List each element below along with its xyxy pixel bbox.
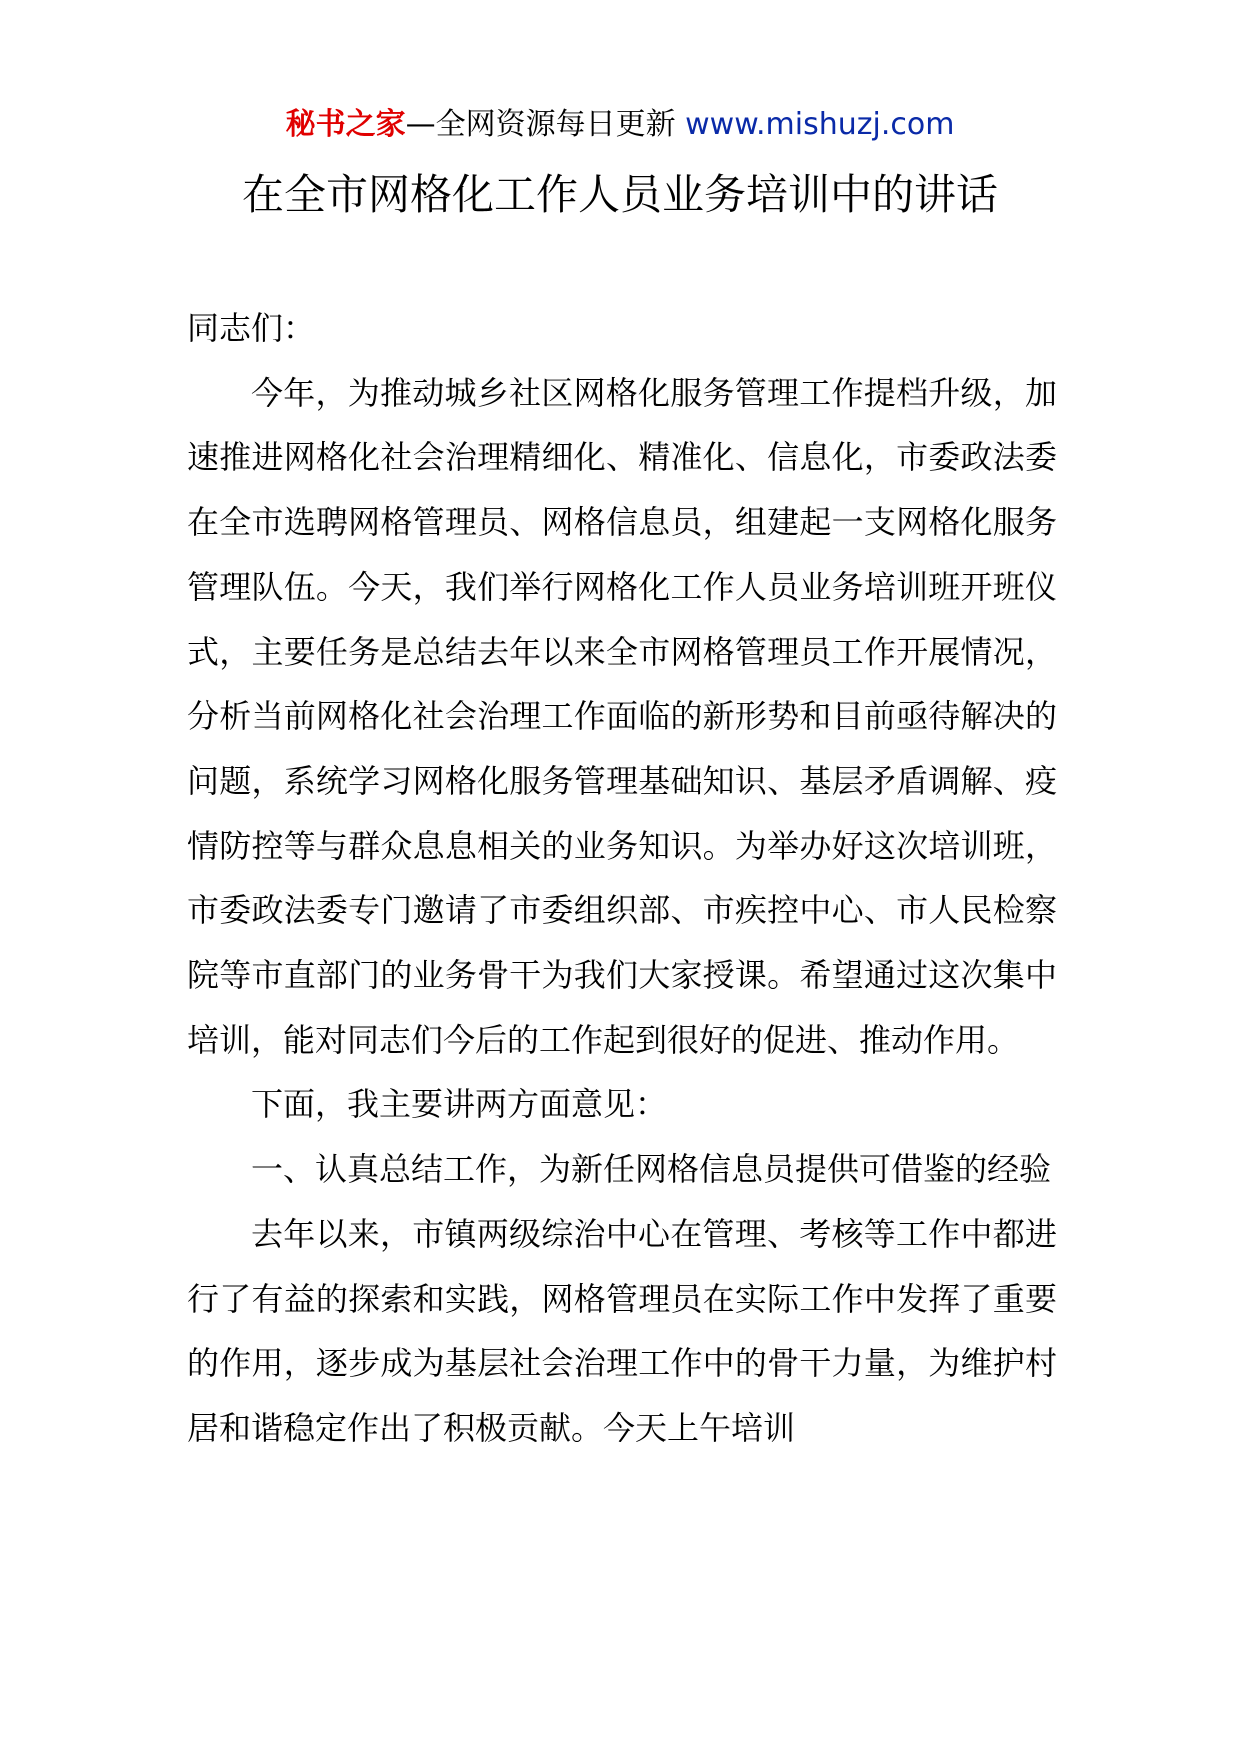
site-url-link[interactable]: www.mishuzj.com [685,107,955,142]
section-heading: 一、认真总结工作，为新任网格信息员提供可借鉴的经验 [251,1150,1052,1189]
site-header [0,103,1240,147]
brand-name: 秘书之家 [285,107,406,142]
body-paragraph: 去年以来，市镇两级综治中心在管理、考核等工作中都进行了有益的探索和实践，网格管理员在实际工作中发挥了重要的作用，逐步成为基层社会治理工作中的骨干力量，为维护村居和谐稳定作出了积极贡献。今天上午培训 [187,1214,1057,1447]
salutation: 同志们： [187,309,316,347]
document-body [187,296,1057,1461]
body-paragraph: 今年，为推动城乡社区网格化服务管理工作提档升级，加速推进网格化社会治理精细化、精准化、信息化，市委政法委在全市选聘网格管理员、网格信息员，组建起一支网格化服务管理队伍。今天，我们举行网格化工作人员业务培训班开班仪式，主要任务是总结去年以来全市网格管理员工作开展情况，分析当前网格化社会治理工作面临的新形势和目前亟待解决的问题，系统学习网格化服务管理基础知识、基层矛盾调解、疫情防控等与群众息息相关的业务知识。为举办好这次培训班，市委政法委专门邀请了市委组织部、市疾控中心、市人民检察院等市直部门的业务骨干为我们大家授课。希望通过这次集中培训，能对同志们今后的工作起到很好的促进、推动作用。 [187,373,1057,1059]
document-title: 在全市网格化工作人员业务培训中的讲话 [241,170,998,219]
body-paragraph: 下面，我主要讲两方面意见： [251,1085,668,1124]
header-tagline: —全网资源每日更新 [405,107,676,142]
